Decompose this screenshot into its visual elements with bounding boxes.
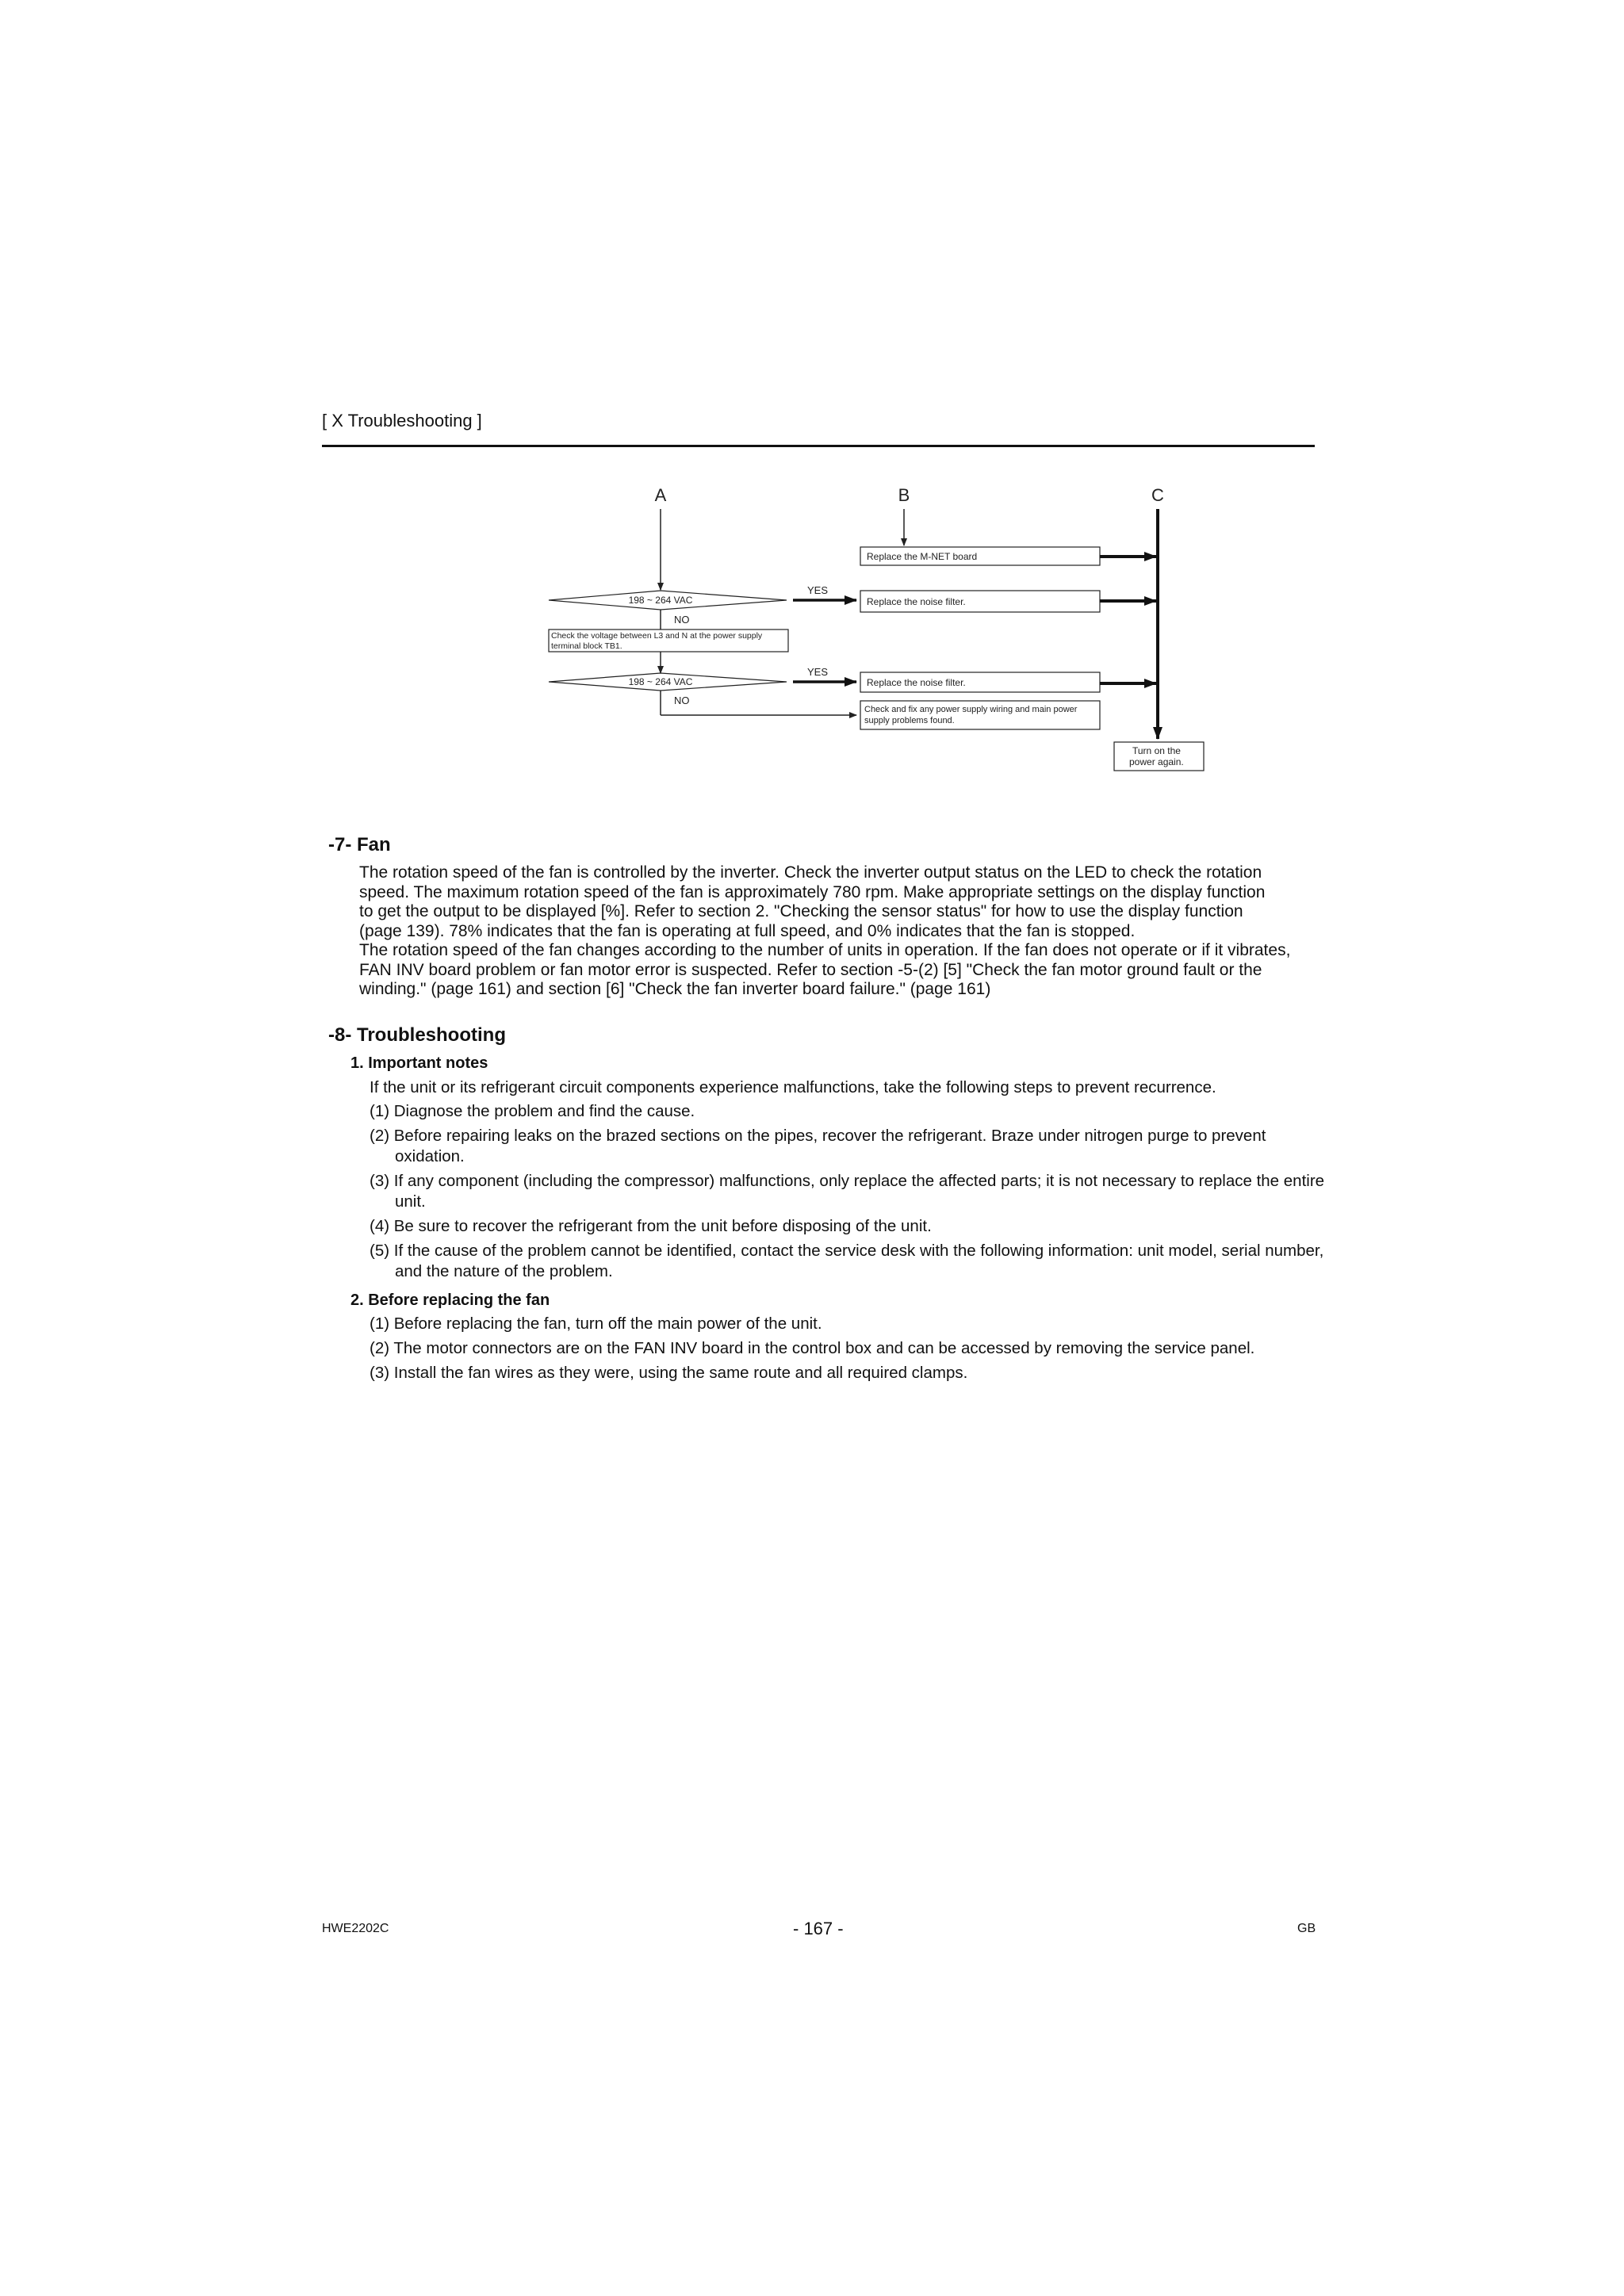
list-item: (1) Before replacing the fan, turn off the main power of the unit. [370, 1314, 822, 1333]
fan-line: FAN INV board problem or fan motor error is suspected. Refer to section -5-(2) [5] "Check the fan motor ground fault or the [359, 960, 1262, 979]
fan-line: winding." (page 161) and section [6] "Check the fan inverter board failure." (page 161) [359, 980, 991, 998]
list-item: (2) The motor connectors are on the FAN INV board in the control box and can be accessed by removing the service panel. [370, 1339, 1255, 1357]
footer-region-code: GB [1297, 1922, 1316, 1935]
column-c-label: C [1151, 485, 1164, 505]
list-item: (5) If the cause of the problem cannot be identified, contact the service desk with the following information: unit model, serial number, and the nature of the problem. [370, 1242, 1324, 1280]
no-2-label: NO [674, 695, 690, 706]
replace-noise-filter-text-1: Replace the noise filter. [867, 596, 966, 607]
turn-on-text-2: power again. [1129, 756, 1184, 767]
fan-line: speed. The maximum rotation speed of the fan is approximately 780 rpm. Make appropriate settings on the display function [359, 882, 1266, 901]
list-item: (3) If any component (including the compressor) malfunctions, only replace the affected parts; it is not necessary to replace the entire unit. [370, 1172, 1325, 1211]
replace-noise-filter-text-2: Replace the noise filter. [867, 677, 966, 688]
before-replacing-fan-list [370, 1314, 1339, 1387]
check-voltage-text-1: Check the voltage between L3 and N at the power supply [551, 631, 763, 641]
decision-2-text: 198 ~ 264 VAC [628, 676, 693, 687]
list-item: (1) Diagnose the problem and find the cause. [370, 1102, 695, 1120]
check-voltage-text-2: terminal block TB1. [551, 641, 622, 651]
fan-line: The rotation speed of the fan is controlled by the inverter. Check the inverter output status on the LED to check the rotation [359, 863, 1262, 882]
list-item: (3) Install the fan wires as they were, using the same route and all required clamps. [370, 1364, 968, 1382]
troubleshooting-section-title: -8- Troubleshooting [328, 1024, 506, 1046]
yes-2-label: YES [807, 666, 829, 678]
fan-section-title: -7- Fan [328, 834, 391, 855]
decision-1-text: 198 ~ 264 VAC [628, 595, 693, 606]
before-replacing-fan-title: 2. Before replacing the fan [350, 1292, 550, 1309]
footer-page-number: - 167 - [793, 1919, 844, 1938]
page-header-title: [ X Troubleshooting ] [322, 411, 482, 430]
important-notes-list [370, 1101, 1339, 1286]
fan-line: The rotation speed of the fan changes according to the number of units in operation. If the fan does not operate or if it vibrates, [359, 941, 1291, 959]
important-notes-title: 1. Important notes [350, 1054, 488, 1072]
turn-on-text-1: Turn on the [1132, 745, 1181, 756]
list-item: (2) Before repairing leaks on the brazed sections on the pipes, recover the refrigerant. Braze under nitrogen purge to prevent oxidation. [370, 1127, 1266, 1165]
fan-line: to get the output to be displayed [%]. Refer to section 2. "Checking the sensor status" for how to use the display function [359, 902, 1243, 920]
fan-line: (page 139). 78% indicates that the fan is operating at full speed, and 0% indicates that the fan is stopped. [359, 921, 1136, 940]
list-item: (4) Be sure to recover the refrigerant from the unit before disposing of the unit. [370, 1217, 932, 1235]
footer-document-code: HWE2202C [322, 1922, 389, 1935]
no-1-label: NO [674, 614, 690, 626]
fan-description [359, 863, 1311, 1000]
check-fix-text-1: Check and fix any power supply wiring and main power [864, 705, 1078, 714]
column-b-label: B [898, 485, 910, 505]
troubleshooting-flowchart [0, 0, 1624, 793]
column-a-label: A [654, 485, 667, 505]
yes-1-label: YES [807, 584, 829, 596]
replace-mnet-text: Replace the M-NET board [867, 551, 978, 562]
check-fix-text-2: supply problems found. [864, 716, 955, 725]
important-notes-intro: If the unit or its refrigerant circuit components experience malfunctions, take the following steps to prevent recurrence. [370, 1078, 1216, 1096]
